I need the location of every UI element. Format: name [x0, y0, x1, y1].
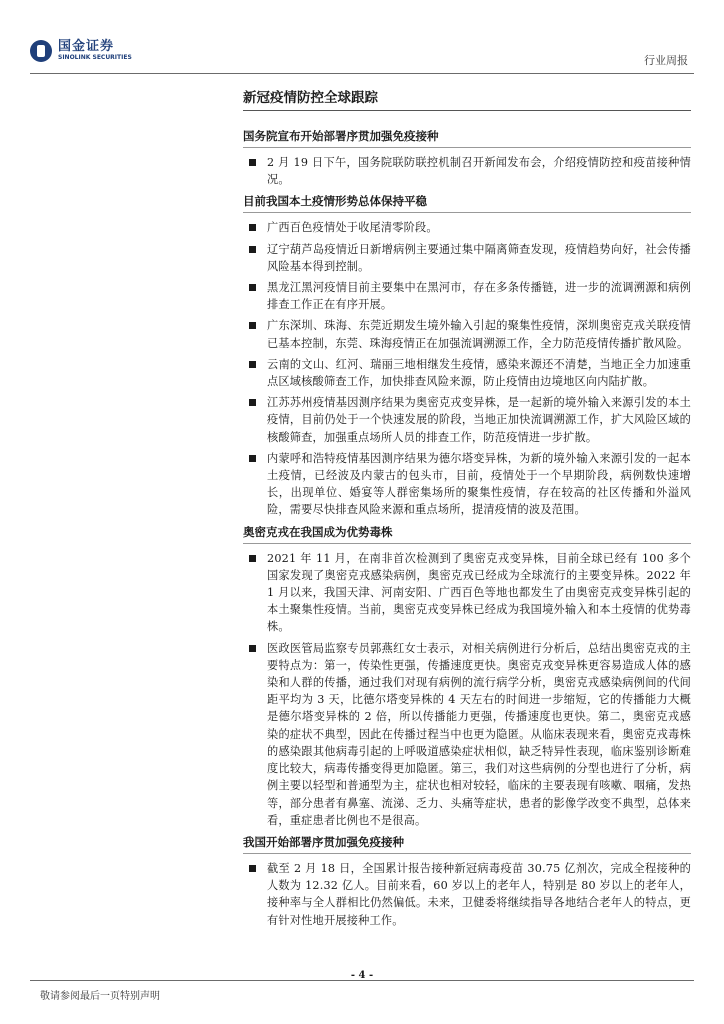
logo-en: SINOLINK SECURITIES	[58, 54, 132, 61]
bullet-text: 黑龙江黑河疫情目前主要集中在黑河市，存在多条传播链，进一步的流调溯源和病例排查工作正在有序开展。	[267, 281, 691, 312]
bullet-square-icon	[249, 322, 256, 329]
bullet-item	[243, 241, 691, 275]
footer-divider	[30, 980, 694, 981]
bullet-square-icon	[249, 399, 256, 406]
bullet-item	[243, 640, 691, 829]
bullet-square-icon	[249, 455, 256, 462]
bullet-square-icon	[249, 555, 256, 562]
bullet-square-icon	[249, 224, 256, 231]
company-logo	[30, 40, 132, 62]
section-3	[243, 523, 691, 829]
section-2	[243, 192, 691, 518]
section-4	[243, 833, 691, 929]
bullet-text: 辽宁葫芦岛疫情近日新增病例主要通过集中隔离筛查发现，疫情趋势向好，社会传播风险基本得到控制。	[267, 242, 691, 273]
bullet-item	[243, 154, 691, 188]
bullet-square-icon	[249, 645, 256, 652]
logo-mark-icon	[30, 40, 52, 62]
report-type: 行业周报	[644, 54, 688, 67]
logo-cn: 国金证券	[58, 39, 115, 54]
bullet-text: 内蒙呼和浩特疫情基因测序结果为德尔塔变异株，为新的境外输入来源引发的一起本土疫情，已经波及内蒙古的包头市，目前，疫情处于一个早期阶段，病例数快速增长，出现单位、婚宴等人群密集场所的聚集性疫情，存在较高的社区传播和外溢风险，需要尽快排查风险来源和重点场所，提清疫情的波及范围。	[267, 451, 691, 517]
bullet-text: 2 月 19 日下午，国务院联防联控机制召开新闻发布会，介绍疫情防控和疫苗接种情况。	[267, 156, 691, 187]
bullet-item	[243, 219, 691, 236]
bullet-square-icon	[249, 246, 256, 253]
header-divider	[30, 73, 694, 74]
bullet-square-icon	[249, 361, 256, 368]
bullet-text: 2021 年 11 月，在南非首次检测到了奥密克戎变异株，目前全球已经有 100 多个国家发现了奥密克戎感染病例，奥密克戎已经成为全球流行的主要变异株。2022 年 1 月以来，我国天津、河南安阳、广西百色等地也都发生了由奥密克戎变异株引起的本土聚集性疫情。当前，奥密克戎变异株已经成为我国境外输入和本土疫情的优势毒株。	[267, 551, 691, 634]
bullet-item	[243, 356, 691, 390]
section-heading: 国务院宣布开始部署序贯加强免疫接种	[243, 127, 691, 148]
bullet-text: 广东深圳、珠海、东莞近期发生境外输入引起的聚集性疫情，深圳奥密克戎关联疫情已基本控制，东莞、珠海疫情正在加强流调溯源工作，全力防范疫情传播扩散风险。	[267, 319, 691, 350]
main-content	[243, 88, 691, 933]
bullet-text: 截至 2 月 18 日，全国累计报告接种新冠病毒疫苗 30.75 亿剂次，完成全程接种的人数为 12.32 亿人。目前来看，60 岁以上的老年人，特别是 80 岁以上的老年人，接种率与全人群相比仍然偏低。未来，卫健委将继续指导各地结合老年人的特点，更有针对性地开展接种工作。	[267, 861, 691, 927]
section-heading: 奥密克戎在我国成为优势毒株	[243, 523, 691, 544]
bullet-item	[243, 317, 691, 351]
bullet-text: 云南的文山、红河、瑞丽三地相继发生疫情，感染来源还不清楚，当地正全力加速重点区域核酸筛查工作，加快排查风险来源，防止疫情由边境地区向内陆扩散。	[267, 357, 691, 389]
bullet-text: 广西百色疫情处于收尾清零阶段。	[267, 221, 438, 235]
bullet-item	[243, 450, 691, 519]
bullet-square-icon	[249, 865, 256, 872]
bullet-item	[243, 550, 691, 636]
page-title: 新冠疫情防控全球跟踪	[243, 88, 691, 111]
section-heading: 目前我国本土疫情形势总体保持平稳	[243, 192, 691, 213]
bullet-text: 江苏苏州疫情基因测序结果为奥密克戎变异株，是一起新的境外输入来源引发的本土疫情，目前仍处于一个快速发展的阶段，当地正加快流调溯源工作，扩大风险区域的核酸筛查，加强重点场所人员的排查工作，防范疫情进一步扩散。	[267, 396, 691, 444]
bullet-square-icon	[249, 159, 256, 166]
disclaimer-text: 敬请参阅最后一页特别声明	[40, 991, 160, 1002]
bullet-item	[243, 860, 691, 929]
page-number: - 4 -	[350, 970, 374, 981]
page-header	[0, 0, 724, 80]
bullet-square-icon	[249, 284, 256, 291]
section-1	[243, 127, 691, 188]
bullet-text: 医政医管局监察专员郭燕红女士表示，对相关病例进行分析后，总结出奥密克戎的主要特点为：第一，传染性更强，传播速度更快。奥密克戎变异株更容易造成人体的感染和人群的传播，通过我们对现有病例的流行病学分析，奥密克戎感染病例间的代间距平均为 3 天，比德尔塔变异株的 4 天左右的时间进一步缩短，它的传播能力大概是德尔塔变异株的 2 倍，所以传播能力更强，传播速度也更快。第二，奥密克戎感染的症状不典型，因此在传播过程当中也更为隐匿。从临床表现来看，奥密克戎毒株的感染跟其他病毒引起的上呼吸道感染症状相似，缺乏特异性表现，临床鉴别诊断难度比较大，病毒传播变得更加隐匿。第三，我们对这些病例的分型也进行了分析，病例主要以轻型和普通型为主，症状也相对较轻，临床的主要表现有咳嗽、咽痛，发热等，部分患者有鼻塞、流涕、乏力、头痛等症状，患者的影像学改变不典型，总体来看，重症患者比例也不是很高。	[267, 641, 691, 827]
section-heading: 我国开始部署序贯加强免疫接种	[243, 833, 691, 854]
bullet-item	[243, 279, 691, 313]
logo-text	[58, 40, 132, 62]
bullet-item	[243, 394, 691, 446]
